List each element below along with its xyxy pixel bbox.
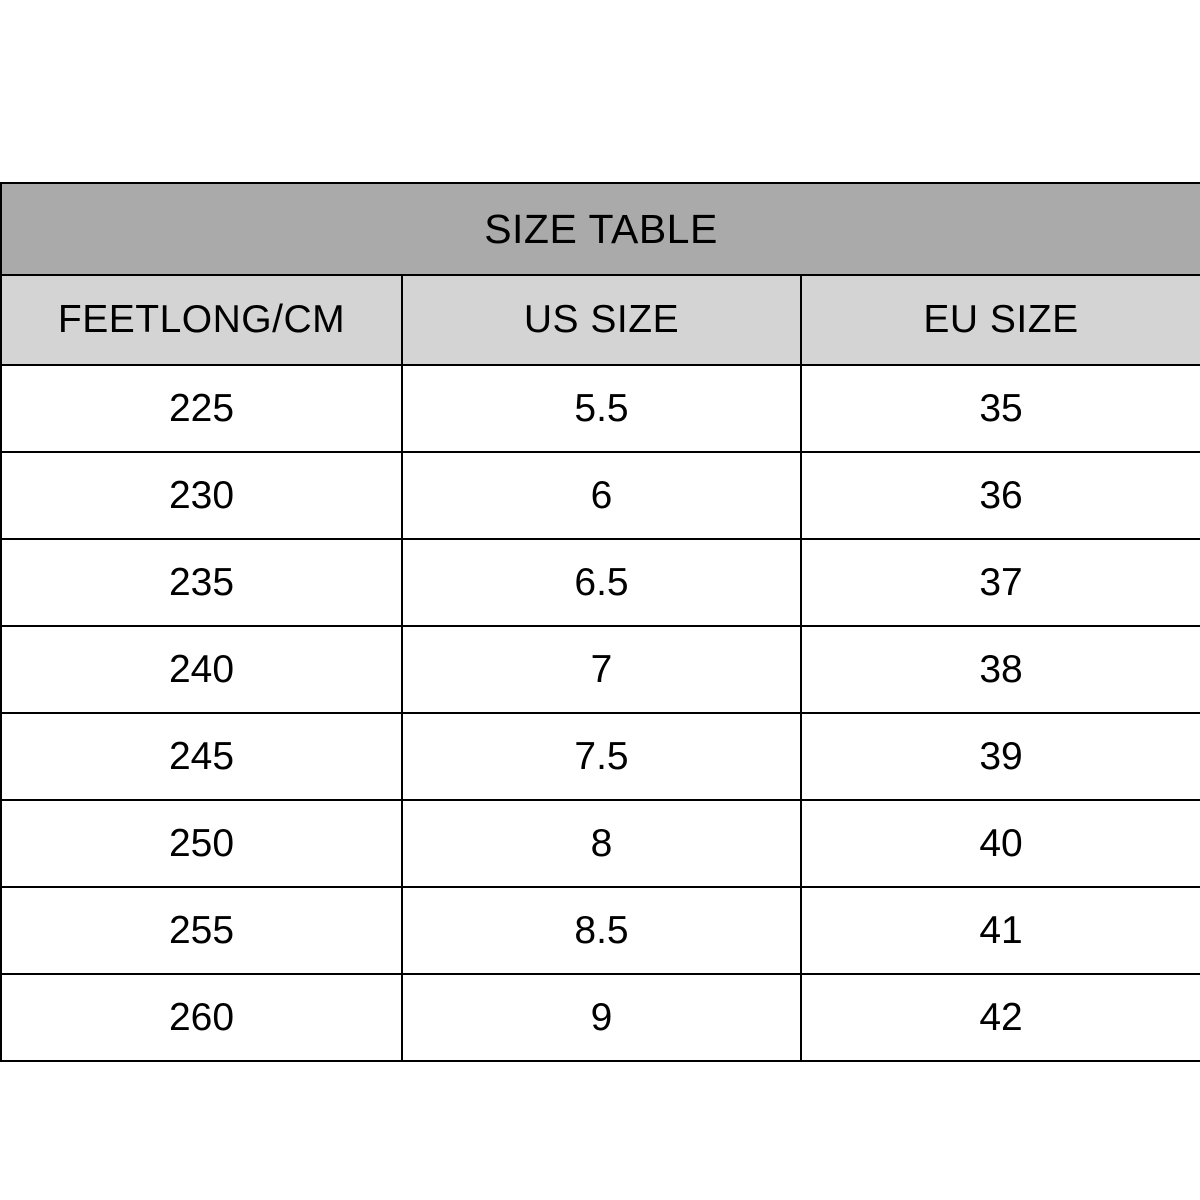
cell-us-size: 6 [402, 452, 801, 539]
column-header-feetlong-cm: FEETLONG/CM [1, 275, 402, 365]
cell-us-size: 8.5 [402, 887, 801, 974]
cell-eu-size: 42 [801, 974, 1200, 1061]
cell-eu-size: 37 [801, 539, 1200, 626]
size-table-container [0, 182, 1200, 1062]
cell-feetlong-cm: 250 [1, 800, 402, 887]
table-row [1, 974, 1200, 1061]
cell-feetlong-cm: 235 [1, 539, 402, 626]
cell-us-size: 6.5 [402, 539, 801, 626]
cell-us-size: 9 [402, 974, 801, 1061]
table-title: SIZE TABLE [1, 183, 1200, 275]
column-header-eu-size: EU SIZE [801, 275, 1200, 365]
size-table [0, 182, 1200, 1062]
cell-eu-size: 36 [801, 452, 1200, 539]
cell-us-size: 7.5 [402, 713, 801, 800]
table-row [1, 452, 1200, 539]
column-header-us-size: US SIZE [402, 275, 801, 365]
table-title-row [1, 183, 1200, 275]
cell-eu-size: 40 [801, 800, 1200, 887]
cell-eu-size: 39 [801, 713, 1200, 800]
cell-feetlong-cm: 240 [1, 626, 402, 713]
cell-eu-size: 35 [801, 365, 1200, 452]
cell-feetlong-cm: 230 [1, 452, 402, 539]
cell-us-size: 7 [402, 626, 801, 713]
table-row [1, 887, 1200, 974]
table-row [1, 626, 1200, 713]
cell-feetlong-cm: 260 [1, 974, 402, 1061]
table-row [1, 800, 1200, 887]
cell-feetlong-cm: 255 [1, 887, 402, 974]
table-row [1, 539, 1200, 626]
cell-feetlong-cm: 245 [1, 713, 402, 800]
table-row [1, 365, 1200, 452]
cell-us-size: 8 [402, 800, 801, 887]
cell-us-size: 5.5 [402, 365, 801, 452]
cell-feetlong-cm: 225 [1, 365, 402, 452]
cell-eu-size: 41 [801, 887, 1200, 974]
table-header-row [1, 275, 1200, 365]
cell-eu-size: 38 [801, 626, 1200, 713]
table-row [1, 713, 1200, 800]
